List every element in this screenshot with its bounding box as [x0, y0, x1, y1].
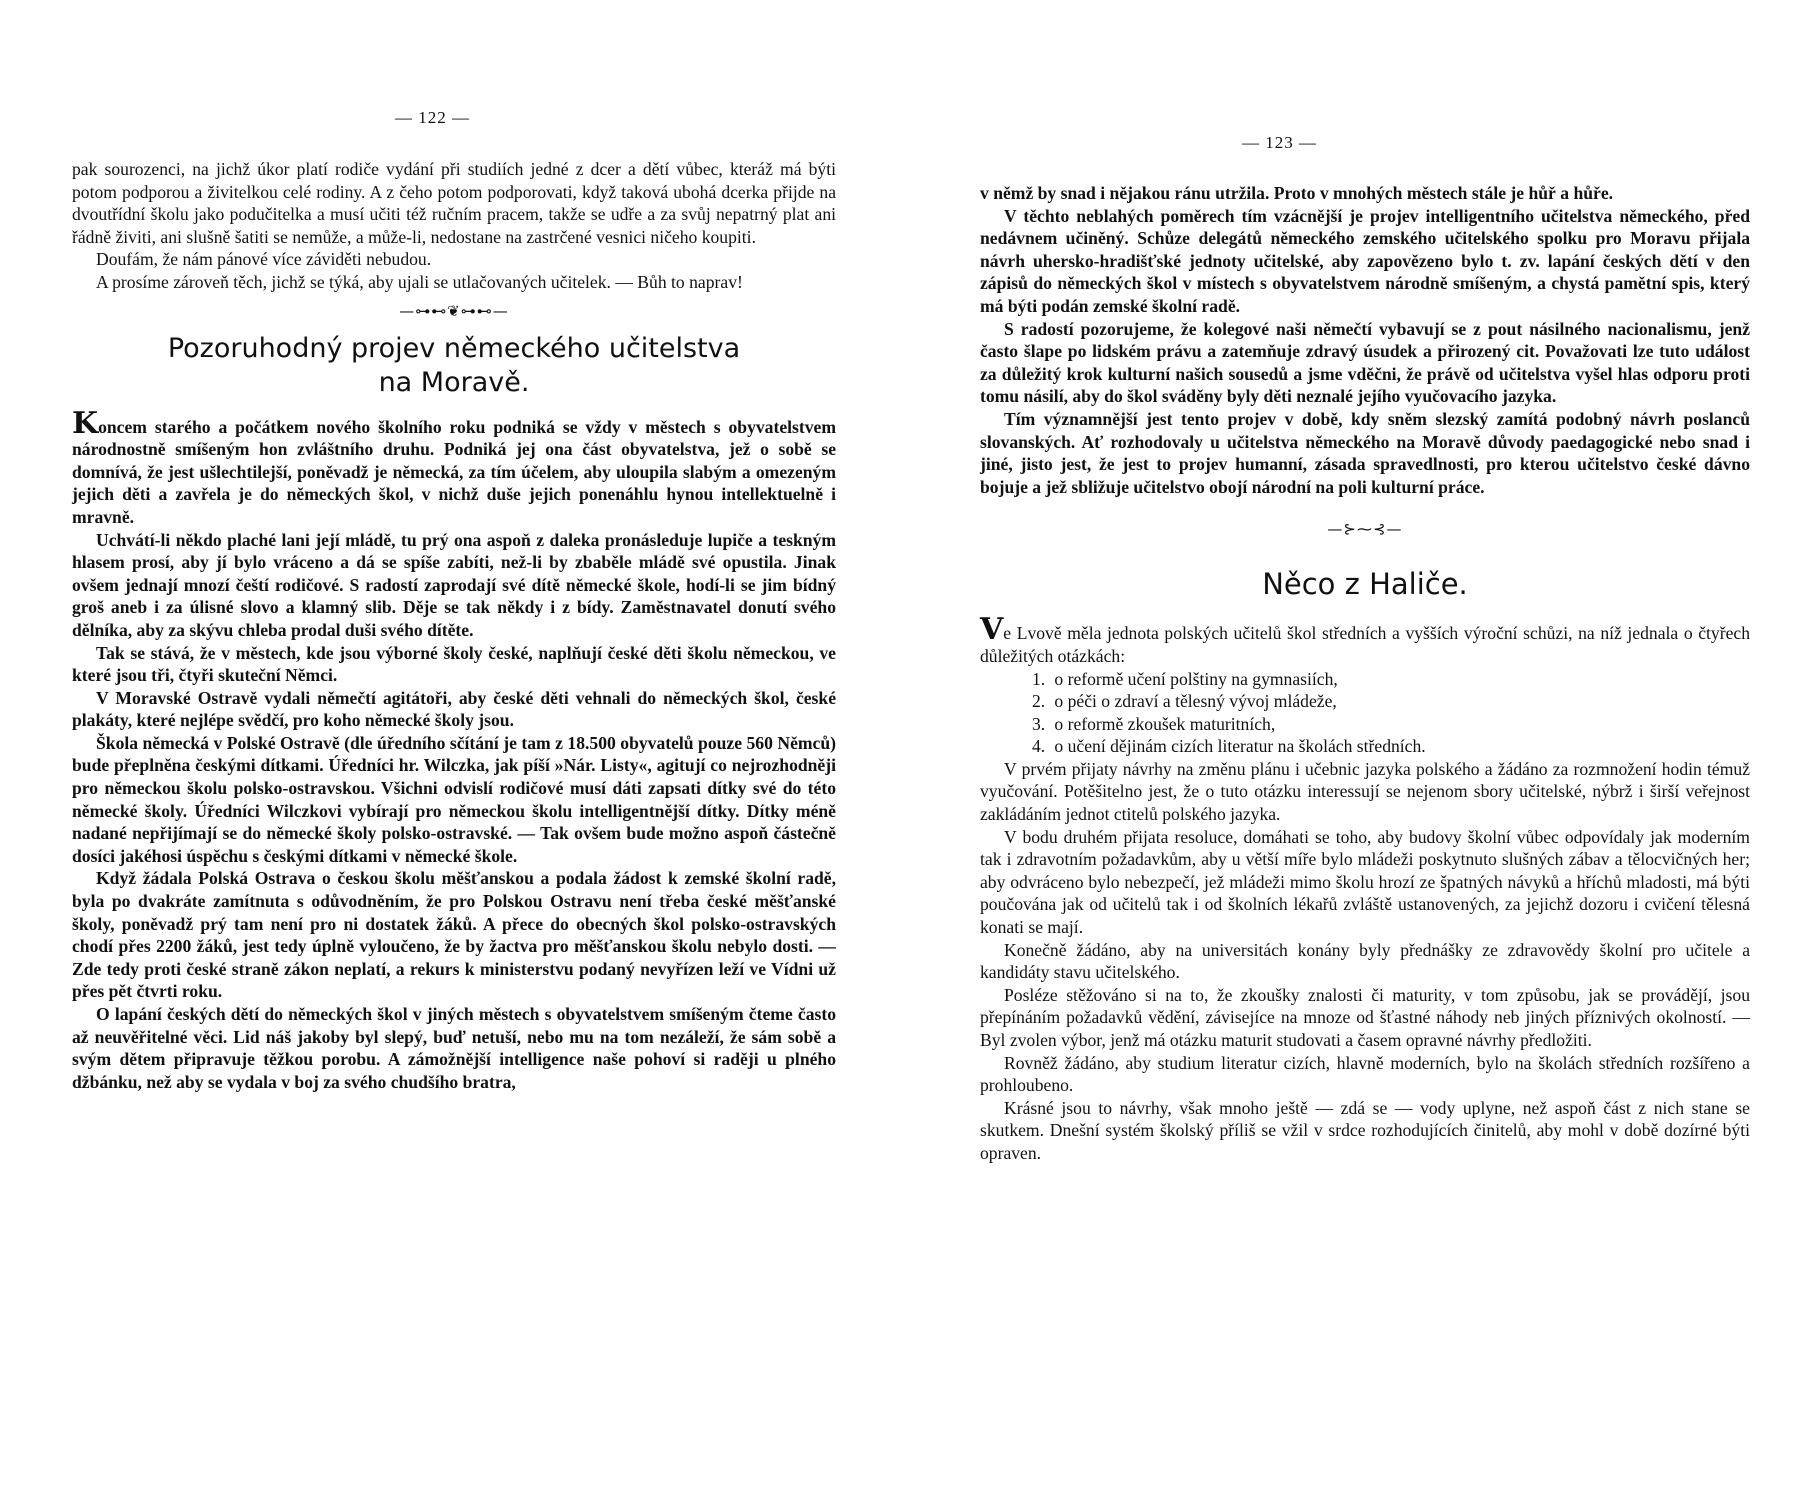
- paragraph: S radostí pozorujeme, že kolegové naši němečtí vybavují se z pout násilného nacionalismu, jenž často šlape po lidském právu a zatemňuje zdravý úsudek a přirozený cit. Považovati lze tuto událost za důležitý krok kulturní našich sousedů a jsme vděčni, že právě od učitelstva vyšel hlas odporu proti tomu násilí, aby do škol sváděny byly děti neznalé jejího vyučovacího jazyka.: [980, 318, 1750, 407]
- left-column: [72, 158, 836, 1093]
- continuation-paragraph: pak sourozenci, na jichž úkor platí rodiče vydání při studiích jedné z dcer a dětí vůbec, kteráž má býti potom podporou a živitelkou celé rodiny. A z čeho potom podporovati, když taková ubohá dcerka přijde na dvoutřídní školu jako podučitelka a musí učiti též ručním pracem, takže se udře a za svůj nepatrný plat ani řádně živiti, ani slušně šatiti se nemůže, a může-li, nedostane na zastrčené vesnici ničeho koupiti.: [72, 159, 836, 247]
- article-lead-paragraph: [72, 405, 836, 529]
- drop-cap: V: [980, 612, 1004, 648]
- paragraph: Tím významnější jest tento projev v době, kdy sněm slezský zamítá podobný návrh poslanců slovanských. Ať rozhodovaly u učitelstva německého na Moravě důvody paedagogické nebo snad i jiné, jisto jest, že jest to projev humanní, zásada spravedlnosti, pro kterou učitelstvo české dávno bojuje a jež sbližuje učitelstvo obojí národní na poli kulturní práce.: [980, 408, 1750, 497]
- article-title: Něco z Haliče.: [1262, 567, 1468, 602]
- list-item: [980, 713, 1750, 736]
- paragraph: V těchto neblahých poměrech tím vzácnější je projev intelligentního učitelstva německého, před nedávnem učiněný. Schůze delegátů německého zemského učitelského spolku pro Moravu přijala návrh uhersko-hradišťské jednoty učitelské, aby zapovězeno bylo t. zv. lapání českých dětí v den zápisů do německých škol v místech s obyvatelstvem národně smíšeným, a chystá pamětní spis, který má býti podán zemské školní radě.: [980, 205, 1750, 316]
- list-text: o reformě učení polštiny na gymnasiích,: [1054, 668, 1338, 689]
- page-number-left: — 122 —: [395, 108, 470, 127]
- lead-text: oncem starého a počátkem nového školního roku podniká se vždy v městech s obyvatelstvem národnostně smíšeným hon zvláštního druhu. Podniká jej ona část obyvatelstva, jež o sobě se domnívá, že jest ušlechtilejší, poněvadž je německá, za tím účelem, aby uloupila slabým a omezeným jejich děti a zavřela je do německých škol, v nichž duše jejich ponenáhlu hynou intellektuelně i mravně.: [72, 416, 836, 527]
- list-text: o reformě zkoušek maturitních,: [1054, 713, 1276, 734]
- paragraph: A prosíme zároveň těch, jichž se týká, aby ujali se utlačovaných učitelek. — Bůh to naprav!: [96, 271, 743, 292]
- paragraph: Tak se stává, že v městech, kde jsou výborné školy české, naplňují české děti školu německou, ve které jsou tři, čtyři skuteční Němci.: [72, 642, 836, 686]
- paragraph: V bodu druhém přijata resoluce, domáhati se toho, aby budovy školní vůbec odpovídaly jak moderním tak i zdravotním požadavkům, aby u větší míře bylo mládeži poskytnuto slušných zábav a tělocvičných her; aby odvráceno bylo nebezpečí, jež mládeži mimo školu hrozí ze špatných návyků a hříchů mladosti, má býti poučována jak od učitelů tak i od školních lékařů zvláště ustanovených, za jejichž dozoru i cvičení tělesná konati se mají.: [980, 826, 1750, 938]
- paragraph: O lapání českých dětí do německých škol v jiných městech s obyvatelstvem smíšeným čteme často až neuvěřitelné věci. Lid náš jakoby byl slepý, buď netuší, nebo mu na tom nezáleží, že sám sobě a svým dětem připravuje těžkou porobu. A zámožnější intelligence naše pohoví si raději u plného džbánku, než aby se vydala v boj za svého chudšího bratra,: [72, 1004, 836, 1092]
- article-title-line-2: na Moravě.: [378, 366, 530, 398]
- ornament-divider: —⊱⁓⊰—: [1327, 520, 1403, 539]
- page-number-right: — 123 —: [1242, 133, 1317, 152]
- paragraph: Rovněž žádáno, aby studium literatur cizích, hlavně moderních, bylo na školách středních rozšířeno a prohloubeno.: [980, 1052, 1750, 1096]
- article-title-line-1: Pozoruhodný projev německého učitelstva: [167, 332, 741, 364]
- right-column: [980, 182, 1750, 1165]
- list-number: 1.: [1032, 668, 1046, 689]
- paragraph: Doufám, že nám pánové více záviděti nebudou.: [96, 249, 432, 270]
- continuation-paragraph: v němž by snad i nějakou ránu utržila. Proto v mnohých městech stále je hůř a hůře.: [980, 183, 1614, 203]
- article-title: [72, 332, 836, 400]
- list-number: 4.: [1032, 736, 1046, 757]
- paragraph: Škola německá v Polské Ostravě (dle úředního sčítání je tam z 18.500 obyvatelů pouze 560 Němců) bude přeplněna českými dítkami. Úředníci hr. Wilczka, jak píší »Nár. Listy«, agitují co nejrozhodněji pro německou školu polsko-ostravskou. Všichni odvislí rodičové musí dáti zapsati dítky své do této německé školy. Úředníci Wilczkovi vybírají pro německou školu intelligentnější dítky. Dítky méně nadané nepřijímají se do německé školy polsko-ostravské. — Tak ovšem bude možno aspoň částečně dosíci jakéhosi úspěchu s českými dítkami v německé škole.: [72, 732, 836, 866]
- paragraph: V prvém přijaty návrhy na změnu plánu i učebnic jazyka polského a žádáno za rozmnožení hodin témuž vyučování. Potěšitelno jest, že o tuto otázku interessují se nejenom sbory učitelské, nýbrž i širší veřejnost zakládáním jednot ctitelů polského jazyka.: [980, 758, 1750, 825]
- paragraph: Uchvátí-li někdo plaché lani její mládě, tu prý ona aspoň z daleka pronásleduje lupiče a teskným hlasem prosí, aby jí bylo vráceno a dá se spíše zabíti, než-li by zbaběle mládě své opustila. Jinak ovšem jednají mnozí čeští rodičové. S radostí zaprodají své dítě německé škole, hodí-li se jim bídný groš aneb i za úlisné slovo a klamný slib. Děje se tak někdy i z bídy. Zaměstnavatel donutí svého dělníka, aby za skývu chleba prodal duši svého dítěte.: [72, 529, 836, 640]
- paragraph: Když žádala Polská Ostrava o českou školu měšťanskou a podala žádost k zemské školní radě, byla po dvakráte zamítnuta s odůvodněním, že pro Polskou Ostravu není třeba české měšťanské školy, poněvadž prý tam není pro ni dostatek žáků. A přece do obecných škol polsko-ostravských chodí přes 2200 žáků, jest tedy úplně vyloučeno, že by žactva pro měšťanskou školu nebylo dosti. — Zde tedy proti české straně zákon neplatí, a rekurs k ministerstvu podaný nevyřízen leží ve Vídni už přes pět čtvrti roku.: [72, 868, 836, 1002]
- paragraph: V Moravské Ostravě vydali němečtí agitátoři, aby české děti vehnali do německých škol, české plakáty, které nejlépe svědčí, pro koho německé školy jsou.: [72, 687, 836, 731]
- paragraph: Konečně žádáno, aby na universitách konány byly přednášky ze zdravovědy školní pro učitele a kandidáty stavu učitelského.: [980, 939, 1750, 983]
- article-lead-paragraph: [980, 612, 1750, 667]
- list-text: o učení dějinám cizích literatur na školách středních.: [1054, 736, 1426, 757]
- lead-text: e Lvově měla jednota polských učitelů škol středních a vyšších výroční schůzi, na níž jednala o čtyřech důležitých otázkách:: [980, 623, 1750, 666]
- drop-cap: K: [72, 405, 99, 441]
- numbered-list: [980, 668, 1750, 758]
- list-item: [980, 735, 1750, 758]
- list-number: 3.: [1032, 713, 1046, 734]
- right-page: [900, 0, 1800, 1500]
- list-number: 2.: [1032, 691, 1046, 712]
- ornament-divider: —⊶⊷❦⊶⊷—: [399, 301, 509, 320]
- list-text: o péči o zdraví a tělesný vývoj mládeže,: [1054, 691, 1337, 712]
- paragraph: Posléze stěžováno si na to, že zkoušky znalosti či maturity, v tom způsobu, jak se provádějí, jsou přepínáním požadavků vědění, závisejíce na mnoze od šťastné náhody neb jiných příznivých okolností. — Byl zvolen výbor, jenž má otázku maturit studovati a časem opravné návrhy předložiti.: [980, 984, 1750, 1050]
- paragraph: Krásné jsou to návrhy, však mnoho ještě — zdá se — vody uplyne, než aspoň část z nich stane se skutkem. Dnešní systém školský příliš se vžil v srdce rozhodujících činitelů, aby mohl v době dozírné býti opraven.: [980, 1097, 1750, 1163]
- list-item: [980, 668, 1750, 691]
- list-item: [980, 690, 1750, 713]
